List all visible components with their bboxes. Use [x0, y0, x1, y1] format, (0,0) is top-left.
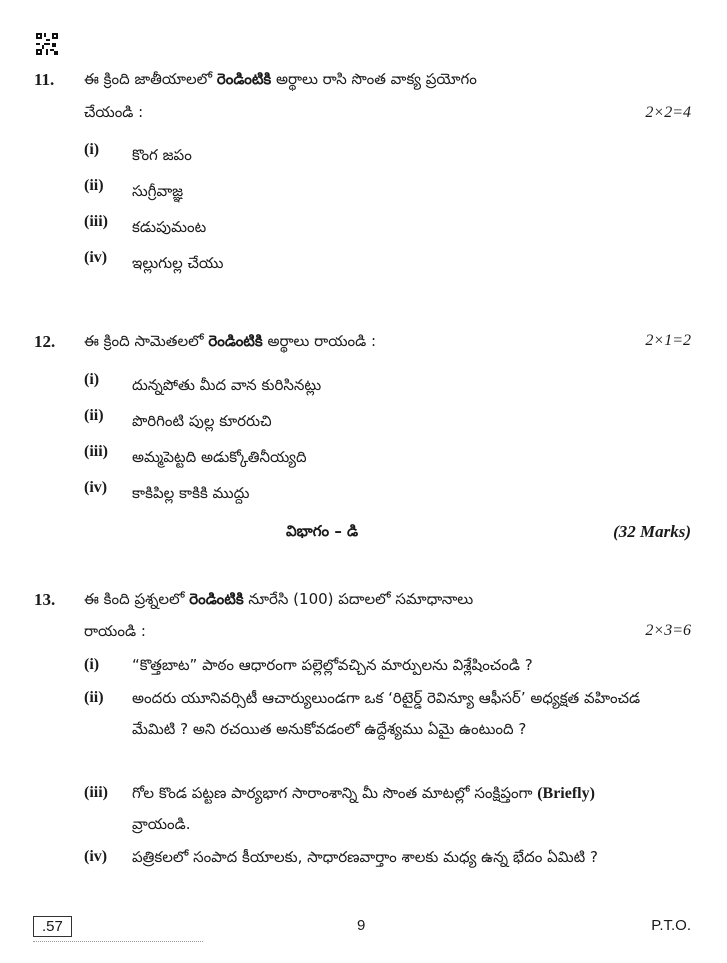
- question-text-part: ఈ కింది ప్రశ్నలలో: [84, 590, 190, 608]
- item-numeral: (iv): [84, 479, 108, 496]
- item-numeral: (iii): [84, 784, 108, 801]
- item-numeral: (iii): [84, 213, 108, 230]
- item-numeral: (i): [84, 141, 100, 158]
- question-text: [84, 70, 477, 92]
- question-text-part: ఈ క్రింది సామెతలలో: [84, 332, 209, 350]
- item-text-part: గోల కొండ పట్టణ పార్యభాగ సారాంశాన్ని మీ సొంత మాటల్లో సంక్షిప్తంగా: [132, 784, 538, 802]
- item-numeral: (i): [84, 371, 100, 388]
- footer-rule: [33, 941, 203, 945]
- item-numeral: (ii): [84, 689, 104, 706]
- item-numeral: (i): [84, 656, 100, 673]
- list-item: [84, 442, 652, 473]
- section-title: విభాగం – డి: [286, 522, 359, 540]
- question-text: [84, 332, 376, 354]
- question-text-part: నూరేసి (100) పదాలలో సమాధానాలు: [243, 590, 474, 608]
- question-text-part: ఈ క్రింది జాతీయాలలో: [84, 70, 217, 88]
- item-emphasis: (Briefly): [537, 785, 595, 802]
- list-item: [84, 406, 652, 437]
- question-text-line2: రాయండి :: [84, 622, 146, 640]
- question-number: 11.: [34, 70, 55, 89]
- question-text-part: అర్థాలు రాసి సొంత వాక్య ప్రయోగం: [271, 70, 477, 88]
- pto-label: P.T.O.: [651, 917, 691, 934]
- question-emphasis: రెండింటికి: [208, 332, 263, 350]
- item-text: [132, 778, 652, 840]
- list-item: [84, 842, 652, 873]
- item-text: పత్రికలలో సంపాద కీయాలకు, సాధారణవార్తాం శాలకు మధ్య ఉన్న భేదం ఏమిటి ?: [132, 848, 598, 866]
- item-text: అందరు యూనివర్సిటీ ఆచార్యులుండగా ఒక ‘రిటైర్డ్ రెవిన్యూ ఆఫీసర్’ అధ్యక్షత వహించడ మేమిటి ? అని రచయిత అనుకోవడంలో ఉద్దేశ్యము ఏమై ఉంటుంది ?: [132, 689, 641, 738]
- list-item: [84, 370, 652, 401]
- item-text: దున్నపోతు మీద వాన కురిసినట్లు: [132, 376, 322, 394]
- list-item: [84, 176, 652, 207]
- item-text: కడుపుమంట: [132, 218, 207, 236]
- section-heading: [0, 522, 727, 546]
- question-marks: 2×1=2: [645, 332, 691, 349]
- list-item: [84, 478, 652, 509]
- question-text: [84, 590, 473, 612]
- list-item: [84, 212, 652, 243]
- question-number: 12.: [34, 332, 56, 351]
- item-text: పొరిగింటి పుల్ల కూరరుచి: [132, 412, 272, 430]
- item-text: ఇల్లుగుల్ల చేయు: [132, 254, 224, 272]
- list-item: [84, 650, 652, 681]
- item-text: సుగ్రీవాజ్ఞ: [132, 182, 184, 200]
- list-item: [84, 778, 652, 840]
- question-marks: 2×3=6: [645, 622, 691, 639]
- question-marks: 2×2=4: [645, 104, 691, 121]
- list-item: [84, 248, 652, 279]
- item-text: అమ్మపెట్టది అడుక్కోతినీయ్యది: [132, 448, 307, 466]
- item-numeral: (ii): [84, 407, 104, 424]
- item-text: కొంగ జపం: [132, 146, 192, 164]
- item-numeral: (iv): [84, 848, 108, 865]
- item-text-part: వ్రాయండి.: [132, 815, 191, 833]
- paper-code: .57: [33, 916, 72, 937]
- item-numeral: (ii): [84, 177, 104, 194]
- page-number: 9: [357, 917, 366, 934]
- item-text: “కొత్తబాట” పాఠం ఆధారంగా పల్లెల్లోవచ్చిన మార్పులను విశ్లేషించండి ?: [132, 656, 533, 674]
- section-marks: (32 Marks): [613, 522, 691, 541]
- list-item: [84, 683, 652, 745]
- list-item: [84, 140, 652, 171]
- qr-code: [36, 33, 58, 55]
- question-emphasis: రెండింటికి: [189, 590, 244, 608]
- question-number: 13.: [34, 590, 56, 609]
- item-numeral: (iv): [84, 249, 108, 266]
- item-text: కాకిపిల్ల కాకికి ముద్దు: [132, 484, 250, 502]
- item-numeral: (iii): [84, 443, 108, 460]
- question-text-part: అర్థాలు రాయండి :: [262, 332, 377, 350]
- question-emphasis: రెండింటికి: [216, 70, 272, 88]
- question-text-line2: చేయండి :: [84, 103, 144, 121]
